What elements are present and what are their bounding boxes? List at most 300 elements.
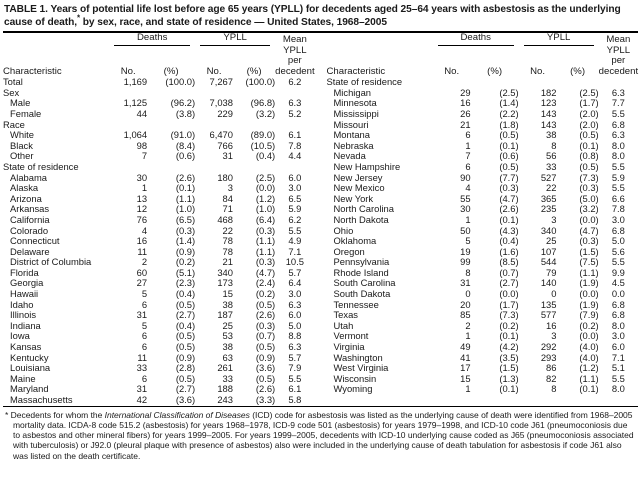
row-characteristic: Massachusetts — [10, 394, 73, 405]
row-ypll-pct: (0.9) — [255, 351, 276, 363]
row-ypll-pct: (89.0) — [250, 129, 276, 141]
header-ypll-pct: (%) — [246, 65, 262, 77]
table-row — [3, 395, 315, 406]
table-row — [327, 215, 639, 226]
row-ypll-no: 173 — [217, 277, 233, 289]
row-characteristic: Texas — [333, 309, 358, 321]
row-deaths-pct: (1.1) — [175, 192, 196, 204]
row-deaths-pct: (2.6) — [499, 203, 519, 215]
section-heading: Sex — [3, 86, 20, 98]
row-mean-ypll: 8.0 — [611, 139, 625, 151]
row-characteristic: Montana — [333, 129, 370, 141]
footnote-text — [5, 410, 636, 461]
row-deaths-no: 19 — [460, 245, 471, 257]
row-deaths-pct: (7.7) — [499, 171, 519, 183]
row-mean-ypll: 5.5 — [611, 107, 625, 119]
row-deaths-pct: (0.1) — [499, 139, 519, 151]
row-deaths-no: 1 — [465, 139, 471, 151]
header-mean-line2: YPLL per — [283, 44, 307, 67]
row-ypll-no: 38 — [546, 129, 557, 141]
row-mean-ypll: 6.1 — [288, 383, 302, 395]
row-ypll-no: 84 — [222, 192, 233, 204]
row-characteristic: Alabama — [10, 171, 48, 183]
header-deaths-pct: (%) — [163, 65, 179, 77]
row-deaths-pct: (0.4) — [175, 288, 196, 300]
row-ypll-no: 53 — [222, 330, 233, 342]
row-characteristic: New Jersey — [333, 171, 383, 183]
row-deaths-pct: (0.9) — [175, 351, 196, 363]
row-mean-ypll: 9.9 — [611, 266, 625, 278]
row-deaths-no: 1 — [465, 213, 471, 225]
row-ypll-pct: (2.6) — [255, 383, 276, 395]
row-mean-ypll: 5.5 — [611, 160, 625, 172]
row-mean-ypll: 5.7 — [288, 351, 302, 363]
row-ypll-pct: (1.2) — [579, 362, 599, 374]
row-deaths-no: 6 — [141, 341, 148, 353]
header-sub-spacer-row-right — [327, 46, 639, 67]
row-mean-ypll: 6.0 — [611, 341, 625, 353]
row-ypll-no: 527 — [540, 171, 557, 183]
row-deaths-pct: (5.1) — [175, 266, 196, 278]
header-deaths-no-right: No. — [444, 65, 460, 77]
header-characteristic-right: Characteristic — [326, 65, 386, 77]
row-characteristic: Wisconsin — [333, 372, 377, 384]
row-deaths-no: 2 — [465, 319, 471, 331]
row-deaths-pct: (1.3) — [499, 372, 519, 384]
row-deaths-pct: (4.2) — [499, 341, 519, 353]
row-ypll-no: 33 — [546, 160, 557, 172]
row-characteristic: Delaware — [10, 245, 50, 257]
row-deaths-no: 29 — [460, 86, 471, 98]
row-ypll-pct: (1.0) — [255, 203, 276, 215]
row-deaths-pct: (4.7) — [499, 192, 519, 204]
row-deaths-no: 11 — [137, 351, 148, 363]
header-deaths-label-right: Deaths — [438, 33, 514, 46]
row-mean-ypll: 5.5 — [288, 224, 302, 236]
row-ypll-no: 22 — [546, 182, 557, 194]
row-ypll-no: 188 — [217, 383, 233, 395]
row-ypll-no: 135 — [540, 298, 557, 310]
row-ypll-pct: (7.9) — [579, 309, 599, 321]
row-deaths-no: 30 — [136, 171, 148, 183]
row-deaths-pct: (2.2) — [499, 107, 519, 119]
table-row — [3, 77, 315, 88]
row-mean-ypll: 4.9 — [288, 235, 302, 247]
row-deaths-pct: (0.5) — [499, 160, 519, 172]
row-deaths-pct: (0.2) — [499, 319, 519, 331]
row-deaths-no: 1,125 — [123, 97, 148, 109]
row-mean-ypll: 8.8 — [288, 330, 302, 342]
row-mean-ypll: 6.0 — [288, 171, 302, 183]
row-mean-ypll: 6.4 — [288, 277, 302, 289]
footnote-part2: (ICD) code for asbestosis was listed as the underlying cause of death were identified from 1968–2005 mortality data. ICDA-8 code 515.2 (asbestosis) for years 1968–1978, ICD-9 code 501 (asbestosis) for years 1979–1998, and ICD-10 code J61 (pneumoconiosis due to asbestos and other mineral fibers) for years 1999–2005. For years 1999–2005, decedents with ICD-10 underlying cause coded as J65 (pneumoconiosis associated with tuberculosis) or J92.0 (pleural plaque with presence of asbestos) also were included in the underlying cause of death tabulation for asbestosis if code J61 also was listed on the death certificate. — [13, 409, 634, 461]
row-deaths-no: 5 — [141, 288, 148, 300]
row-characteristic: Minnesota — [333, 97, 377, 109]
footnote — [3, 407, 638, 461]
row-ypll-pct: (0.1) — [579, 383, 599, 395]
row-characteristic: Virginia — [333, 341, 365, 353]
row-deaths-pct: (100.0) — [165, 76, 196, 88]
right-table — [327, 33, 639, 395]
row-ypll-no: 3 — [551, 213, 557, 225]
row-characteristic: Idaho — [10, 298, 34, 310]
row-ypll-no: 16 — [546, 319, 557, 331]
row-ypll-pct: (0.3) — [579, 235, 599, 247]
row-ypll-no: 3 — [551, 330, 557, 342]
row-characteristic: Utah — [333, 319, 354, 331]
row-ypll-pct: (0.0) — [579, 288, 599, 300]
row-ypll-no: 31 — [222, 150, 233, 162]
table-row — [3, 215, 315, 226]
row-ypll-pct: (1.7) — [579, 97, 599, 109]
row-ypll-pct: (96.8) — [250, 97, 276, 109]
row-deaths-no: 76 — [136, 213, 148, 225]
row-characteristic: Washington — [333, 351, 383, 363]
row-deaths-no: 7 — [141, 150, 148, 162]
row-ypll-pct: (0.2) — [579, 319, 599, 331]
row-deaths-pct: (0.1) — [499, 213, 519, 225]
row-characteristic: Kentucky — [10, 351, 49, 363]
row-deaths-pct: (0.5) — [175, 341, 196, 353]
header-mean-line2-right: YPLL per — [606, 44, 631, 67]
row-deaths-pct: (7.3) — [499, 309, 519, 321]
section-heading: State of residence — [326, 76, 403, 88]
row-ypll-no: 38 — [222, 341, 233, 353]
header-ypll-pct-right: (%) — [570, 65, 586, 77]
row-deaths-pct: (0.4) — [175, 319, 196, 331]
row-mean-ypll: 5.5 — [611, 372, 625, 384]
row-ypll-no: 292 — [540, 341, 557, 353]
row-characteristic: Arkansas — [10, 203, 50, 215]
row-mean-ypll: 6.8 — [611, 309, 625, 321]
row-characteristic: Connecticut — [10, 235, 60, 247]
row-mean-ypll: 4.5 — [611, 277, 625, 289]
row-ypll-pct: (6.4) — [255, 213, 276, 225]
row-deaths-no: 21 — [460, 118, 471, 130]
row-deaths-no: 17 — [460, 362, 471, 374]
row-mean-ypll: 7.1 — [611, 351, 625, 363]
row-deaths-no: 6 — [465, 160, 471, 172]
header-ypll-no: No. — [206, 65, 222, 77]
row-deaths-pct: (0.6) — [175, 150, 196, 162]
row-deaths-no: 42 — [136, 394, 148, 405]
left-table — [3, 33, 315, 405]
row-characteristic: Indiana — [10, 319, 41, 331]
row-mean-ypll: 6.8 — [611, 118, 625, 130]
row-deaths-no: 1 — [465, 383, 471, 395]
row-mean-ypll: 3.0 — [611, 330, 625, 342]
header-spacer-2 — [3, 46, 109, 67]
row-mean-ypll: 7.8 — [288, 139, 302, 151]
row-deaths-pct: (0.5) — [175, 372, 196, 384]
row-ypll-no: 78 — [222, 245, 233, 257]
row-deaths-pct: (8.4) — [175, 139, 196, 151]
row-ypll-no: 766 — [217, 139, 233, 151]
row-characteristic: Vermont — [333, 330, 369, 342]
row-characteristic: Illinois — [10, 309, 37, 321]
header-group-row-right — [327, 33, 639, 46]
row-deaths-no: 11 — [137, 245, 148, 257]
row-deaths-no: 44 — [136, 107, 148, 119]
table-row — [327, 162, 639, 173]
row-characteristic: Alaska — [10, 182, 39, 194]
row-characteristic: South Carolina — [333, 277, 396, 289]
left-panel — [3, 33, 321, 405]
row-deaths-no: 13 — [136, 192, 148, 204]
row-deaths-pct: (6.5) — [175, 213, 196, 225]
table-title-text-a: Years of potential life lost before age 65 years (YPLL) for decedents aged 25–64 years with asbestosis as the underlying cause of death, — [4, 4, 621, 28]
row-ypll-no: 63 — [222, 351, 233, 363]
row-deaths-no: 4 — [465, 182, 471, 194]
header-spacer — [3, 33, 109, 46]
row-ypll-pct: (1.5) — [579, 245, 599, 257]
row-characteristic: District of Columbia — [10, 256, 92, 268]
row-mean-ypll: 6.3 — [611, 86, 625, 98]
row-ypll-pct: (1.9) — [579, 298, 599, 310]
row-mean-ypll: 5.8 — [288, 394, 302, 405]
row-mean-ypll: 3.0 — [288, 288, 302, 300]
row-mean-ypll: 6.1 — [288, 129, 302, 141]
row-ypll-no: 544 — [540, 256, 557, 268]
row-characteristic: Pennsylvania — [333, 256, 390, 268]
row-ypll-pct: (0.0) — [579, 330, 599, 342]
row-ypll-pct: (7.3) — [579, 171, 599, 183]
row-deaths-no: 0 — [465, 288, 471, 300]
row-deaths-no: 50 — [460, 224, 471, 236]
row-deaths-no: 8 — [465, 266, 471, 278]
row-characteristic: New York — [333, 192, 374, 204]
header-spacer-2-right — [327, 46, 433, 67]
row-deaths-pct: (0.1) — [499, 330, 519, 342]
row-deaths-pct: (96.2) — [170, 97, 196, 109]
row-characteristic: Missouri — [333, 118, 369, 130]
row-deaths-no: 15 — [460, 372, 471, 384]
row-deaths-no: 2 — [141, 256, 148, 268]
row-characteristic: Black — [10, 139, 33, 151]
row-ypll-no: 140 — [540, 277, 557, 289]
row-mean-ypll: 6.2 — [288, 213, 302, 225]
row-ypll-no: 261 — [217, 362, 233, 374]
row-ypll-pct: (0.5) — [255, 341, 276, 353]
row-deaths-no: 60 — [136, 266, 148, 278]
header-ypll-label: YPLL — [200, 33, 270, 46]
row-characteristic: New Mexico — [333, 182, 385, 194]
row-ypll-no: 25 — [546, 235, 557, 247]
row-deaths-pct: (0.9) — [175, 245, 196, 257]
row-deaths-pct: (8.5) — [499, 256, 519, 268]
row-characteristic: Iowa — [10, 330, 30, 342]
header-spacer-3-right — [433, 46, 599, 67]
row-ypll-pct: (0.2) — [255, 288, 276, 300]
row-mean-ypll: 6.6 — [611, 192, 625, 204]
row-ypll-pct: (2.0) — [579, 118, 599, 130]
table-panels — [3, 33, 638, 405]
section-heading-row — [3, 162, 315, 173]
row-ypll-no: 182 — [540, 86, 557, 98]
row-ypll-pct: (0.0) — [255, 182, 276, 194]
header-ypll — [195, 33, 275, 46]
row-deaths-pct: (91.0) — [170, 129, 196, 141]
row-ypll-no: 79 — [546, 266, 557, 278]
row-deaths-no: 31 — [460, 277, 471, 289]
row-characteristic: White — [10, 129, 34, 141]
row-ypll-pct: (1.2) — [255, 192, 276, 204]
row-deaths-pct: (2.7) — [499, 277, 519, 289]
row-ypll-no: 78 — [222, 235, 233, 247]
row-deaths-pct: (2.6) — [175, 171, 196, 183]
row-characteristic: Maryland — [10, 383, 49, 395]
row-deaths-pct: (1.5) — [499, 362, 519, 374]
row-ypll-pct: (0.5) — [255, 372, 276, 384]
row-ypll-pct: (2.0) — [579, 107, 599, 119]
right-table-head — [327, 33, 639, 77]
row-characteristic: Hawaii — [10, 288, 39, 300]
row-ypll-pct: (4.0) — [579, 351, 599, 363]
row-characteristic: Michigan — [333, 86, 372, 98]
row-deaths-no: 99 — [460, 256, 471, 268]
row-characteristic: Florida — [10, 266, 39, 278]
row-mean-ypll: 6.3 — [611, 129, 625, 141]
row-deaths-no: 27 — [136, 277, 148, 289]
row-ypll-pct: (3.2) — [255, 107, 276, 119]
row-ypll-no: 86 — [546, 362, 557, 374]
row-characteristic: Louisiana — [10, 362, 51, 374]
left-table-head — [3, 33, 315, 77]
row-deaths-pct: (0.2) — [175, 256, 196, 268]
row-mean-ypll: 6.5 — [288, 192, 302, 204]
table-number: TABLE 1. — [4, 4, 48, 15]
row-ypll-no: 56 — [546, 150, 557, 162]
row-mean-ypll: 7.8 — [611, 203, 625, 215]
row-ypll-no: 6,470 — [209, 129, 233, 141]
row-characteristic: Colorado — [10, 224, 49, 236]
row-ypll-no: 22 — [222, 224, 233, 236]
row-deaths-no: 6 — [141, 298, 148, 310]
row-deaths-no: 41 — [460, 351, 471, 363]
row-deaths-pct: (0.3) — [499, 182, 519, 194]
row-ypll-pct: (4.7) — [255, 266, 276, 278]
row-ypll-no: 8 — [551, 139, 557, 151]
row-characteristic: Oregon — [333, 245, 365, 257]
row-ypll-pct: (2.5) — [579, 86, 599, 98]
row-mean-ypll: 5.7 — [288, 266, 302, 278]
row-ypll-no: 123 — [540, 97, 557, 109]
row-mean-ypll: 5.1 — [611, 362, 625, 374]
row-ypll-pct: (1.1) — [579, 266, 599, 278]
row-deaths-no: 20 — [460, 298, 471, 310]
row-deaths-pct: (2.8) — [175, 362, 196, 374]
row-deaths-pct: (1.4) — [175, 235, 196, 247]
row-deaths-no: 1,064 — [123, 129, 148, 141]
row-deaths-pct: (0.5) — [175, 298, 196, 310]
row-characteristic: Oklahoma — [333, 235, 377, 247]
row-ypll-no: 7,267 — [209, 76, 233, 88]
row-deaths-no: 85 — [460, 309, 471, 321]
table-row — [327, 109, 639, 120]
row-ypll-pct: (0.1) — [579, 139, 599, 151]
row-mean-ypll: 0.0 — [611, 288, 625, 300]
row-ypll-pct: (100.0) — [245, 76, 276, 88]
row-ypll-no: 577 — [540, 309, 557, 321]
row-ypll-pct: (0.3) — [579, 182, 599, 194]
row-deaths-no: 30 — [460, 203, 471, 215]
header-ypll-label-right: YPLL — [524, 33, 594, 46]
footnote-part1: Decedents for whom the — [8, 409, 105, 420]
row-mean-ypll: 5.9 — [611, 171, 625, 183]
row-ypll-no: 468 — [217, 213, 233, 225]
header-deaths — [109, 33, 195, 46]
row-ypll-pct: (10.5) — [250, 139, 276, 151]
header-group-row — [3, 33, 315, 46]
row-ypll-no: 187 — [217, 309, 233, 321]
row-characteristic: Male — [10, 97, 31, 109]
row-characteristic: Nebraska — [333, 139, 374, 151]
row-deaths-no: 98 — [136, 139, 148, 151]
row-mean-ypll: 3.0 — [611, 213, 625, 225]
row-mean-ypll: 8.0 — [611, 150, 625, 162]
row-characteristic: South Dakota — [333, 288, 391, 300]
row-mean-ypll: 5.5 — [611, 256, 625, 268]
row-ypll-no: 340 — [540, 224, 557, 236]
header-mean-line1: Mean — [282, 34, 307, 46]
row-ypll-pct: (2.4) — [255, 277, 276, 289]
table-row — [327, 384, 639, 395]
row-ypll-pct: (0.0) — [579, 213, 599, 225]
row-mean-ypll: 5.9 — [288, 203, 302, 215]
row-characteristic: Nevada — [333, 150, 366, 162]
row-deaths-no: 55 — [460, 192, 471, 204]
row-ypll-no: 293 — [540, 351, 557, 363]
header-mean-line3: decedent — [275, 65, 315, 77]
row-deaths-pct: (0.6) — [499, 150, 519, 162]
row-ypll-no: 340 — [217, 266, 233, 278]
header-ypll-right — [519, 33, 599, 46]
row-deaths-pct: (1.8) — [499, 118, 519, 130]
row-ypll-pct: (0.5) — [255, 298, 276, 310]
row-deaths-pct: (1.0) — [175, 203, 196, 215]
row-ypll-pct: (0.5) — [579, 160, 599, 172]
row-characteristic: Female — [10, 107, 42, 119]
row-ypll-pct: (1.1) — [255, 245, 276, 257]
row-mean-ypll: 8.0 — [611, 319, 625, 331]
row-characteristic: West Virginia — [333, 362, 389, 374]
row-mean-ypll: 5.2 — [288, 107, 302, 119]
row-deaths-pct: (1.6) — [499, 245, 519, 257]
row-deaths-pct: (3.8) — [175, 107, 196, 119]
row-deaths-pct: (0.7) — [499, 266, 519, 278]
row-deaths-no: 6 — [141, 372, 148, 384]
row-deaths-pct: (2.7) — [175, 309, 196, 321]
row-mean-ypll: 5.0 — [611, 235, 625, 247]
row-ypll-pct: (0.8) — [579, 150, 599, 162]
row-ypll-pct: (0.3) — [255, 319, 276, 331]
row-ypll-pct: (2.6) — [255, 309, 276, 321]
right-panel — [321, 33, 639, 405]
row-ypll-pct: (0.5) — [579, 129, 599, 141]
row-characteristic: North Dakota — [333, 213, 389, 225]
row-mean-ypll: 6.0 — [288, 309, 302, 321]
row-ypll-no: 7,038 — [209, 97, 233, 109]
row-ypll-pct: (4.7) — [579, 224, 599, 236]
section-heading: Race — [3, 118, 25, 130]
row-deaths-no: 6 — [141, 330, 148, 342]
row-ypll-pct: (1.1) — [579, 372, 599, 384]
row-deaths-pct: (1.4) — [499, 97, 519, 109]
row-mean-ypll: 6.8 — [611, 298, 625, 310]
row-ypll-no: 0 — [551, 288, 557, 300]
row-characteristic: Ohio — [333, 224, 354, 236]
row-ypll-no: 33 — [222, 372, 233, 384]
